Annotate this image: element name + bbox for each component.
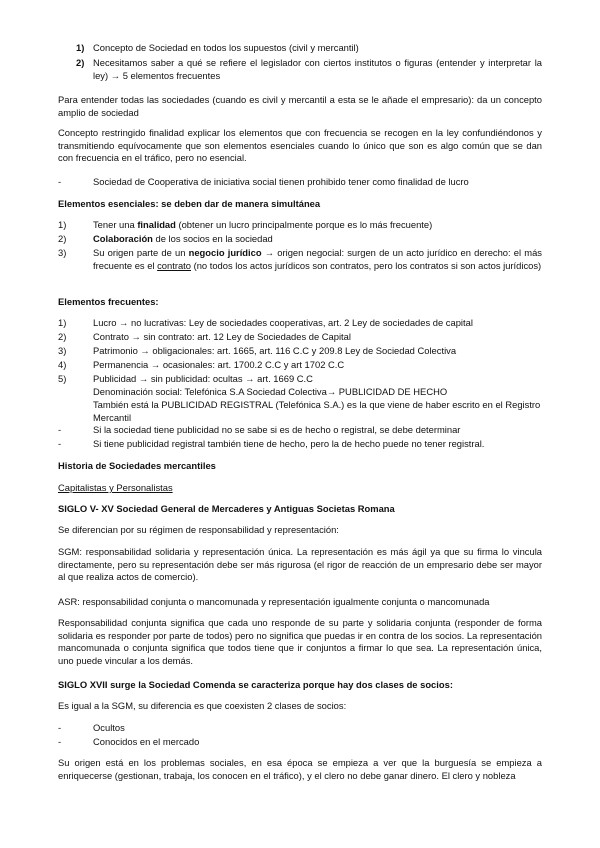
paragraph-diferencian: Se diferencian por su régimen de responsabilidad y representación: [58,524,339,535]
list-number: 2) [58,331,67,342]
frecuente-item-4 [58,359,542,372]
denominacion-social-line [58,386,542,399]
publicidad-registral-line [58,399,542,425]
list-text: Lucro → no lucrativas: Ley de sociedades cooperativas, art. 2 Ley de sociedades de capital [93,317,473,328]
publicidad-bullet-2 [58,438,542,451]
list-number: 2) [58,233,67,244]
top-list-item-2 [58,57,542,83]
item-bold-term: finalidad [137,219,176,230]
heading-siglo-v-xv: SIGLO V- XV Sociedad General de Mercaderes y Antiguas Societas Romana [58,503,395,514]
paragraph-responsabilidad-conjunta: Responsabilidad conjunta significa que cada uno responde de su parte y solidaria conjunta (responder de forma solidaria es responder por parte de todos) pero no significa que puedas ir en contra de los socios. La representación mancomunada o conjunta significa que todos tiene que ir conjuntos a firmar lo que sea. La representación única, uno puede vincular a los demás. [58,617,542,667]
heading-elementos-esenciales: Elementos esenciales: se deben dar de manera simultánea [58,198,321,209]
bullet-dash: - [58,176,62,187]
heading-siglo-xvii: SIGLO XVII surge la Sociedad Comenda se caracteriza porque hay dos clases de socios: [58,679,453,690]
esencial-item-1 [58,219,542,232]
list-text: Permanencia → ocasionales: art. 1700.2 C.C y art 1702 C.C [93,359,345,370]
item-text: Su origen parte de un [93,247,189,258]
item-text: (obtener un lucro principalmente porque es lo más frecuente) [175,219,433,230]
list-number: 1) [58,317,67,328]
bullet-text: Ocultos [93,722,125,733]
paragraph-origen: Su origen está en los problemas sociales, en esa época se empieza a ver que la burguesía se empieza a enriquecerse (gestionan, trabaja, los conocen en el tráfico), y el clero no debe ganar dinero. El clero y nobleza [58,757,542,781]
frecuente-item-1 [58,317,542,330]
list-number: 3) [58,345,67,356]
list-text: Contrato → sin contrato: art. 12 Ley de Sociedades de Capital [93,331,351,342]
list-text: Patrimonio → obligacionales: art. 1665, art. 116 C.C y 209.8 Ley de Sociedad Colectiva [93,345,457,356]
bullet-text: Si tiene publicidad registral también tiene de hecho, pero la de hecho puede no tener registral. [93,438,485,449]
heading-historia: Historia de Sociedades mercantiles [58,460,216,471]
publicidad-bullet-1 [58,424,542,437]
list-text: Concepto de Sociedad en todos los supuestos (civil y mercantil) [93,42,359,53]
item-bold-term: Colaboración [93,233,153,244]
bullet-dash: - [58,722,62,733]
item-bold-term: negocio jurídico [188,247,262,258]
socios-bullet-1 [58,722,542,735]
item-text: Tener una [93,219,138,230]
item-text: (no todos los actos jurídicos son contratos, pero los contratos si son actos jurídicos) [190,259,542,271]
bullet-dash: - [58,438,62,449]
frecuente-item-5 [58,373,542,386]
paragraph-sgm: SGM: responsabilidad solidaria y representación única. La representación es más ágil ya que su firma lo vincula directamente, pero su representación debe ser más rigurosa (el rigor de reacción de un empresario debe ser mayor al que realiza actos de comercio). [58,546,542,583]
paragraph-asr: ASR: responsabilidad conjunta o mancomunada y representación igualmente conjunta o mancomunada [58,596,490,607]
list-number: 4) [58,359,67,370]
bullet-dash: - [58,424,62,435]
socios-bullet-2 [58,736,542,749]
list-number: 5) [58,373,67,384]
esencial-item-2 [58,233,542,246]
list-number: 2) [76,57,85,68]
esencial-item-3 [58,247,542,285]
denominacion-text: Denominación social: Telefónica S.A Sociedad Colectiva→ PUBLICIDAD DE HECHO [93,386,448,397]
list-text: Publicidad → sin publicidad: ocultas → art. 1669 C.C [93,373,313,384]
bullet-dash: - [58,736,62,747]
bullet-cooperativa [58,176,542,189]
publicidad-registral-text: También está la PUBLICIDAD REGISTRAL (Telefónica S.A.) es la que viene de haber escrito en el Registro Mercantil [93,399,541,423]
heading-capitalistas-personalistas: Capitalistas y Personalistas [58,482,173,493]
top-list-item-1 [58,42,542,55]
list-number: 1) [58,219,67,230]
item-text: → origen negocial: surgen de un acto jurídico en derecho: el más frecuente es el [93,247,542,271]
paragraph-concepto-amplio: Para entender todas las sociedades (cuando es civil y mercantil a esta se le añade el empresario): da un concepto amplio de sociedad [58,94,542,118]
bullet-text: Sociedad de Cooperativa de iniciativa social tienen prohibido tener como finalidad de lucro [93,176,469,187]
item-text: de los socios en la sociedad [152,233,273,244]
bullet-text: Conocidos en el mercado [93,736,200,747]
bullet-text: Si la sociedad tiene publicidad no se sabe si es de hecho o registral, se debe determinar [93,424,461,435]
list-number: 1) [76,42,85,53]
item-underlined-term: contrato [157,259,191,271]
frecuente-item-2 [58,331,542,344]
heading-elementos-frecuentes: Elementos frecuentes: [58,296,159,307]
paragraph-igual-sgm: Es igual a la SGM, su diferencia es que coexisten 2 clases de socios: [58,700,347,711]
list-number: 3) [58,247,67,258]
paragraph-concepto-restringido: Concepto restringido finalidad explicar los elementos que con frecuencia se recogen en la ley confundiéndonos y transmitiendo equívocamente que son elementos esenciales cuando lo único que son es algo común que se dan con frecuencia en el tráfico, pero no esencial. [58,127,542,164]
list-text: Necesitamos saber a qué se refiere el legislador con ciertos institutos o figuras (entender y interpretar la ley) → 5 elementos frecuentes [93,57,542,81]
frecuente-item-3 [58,345,542,358]
